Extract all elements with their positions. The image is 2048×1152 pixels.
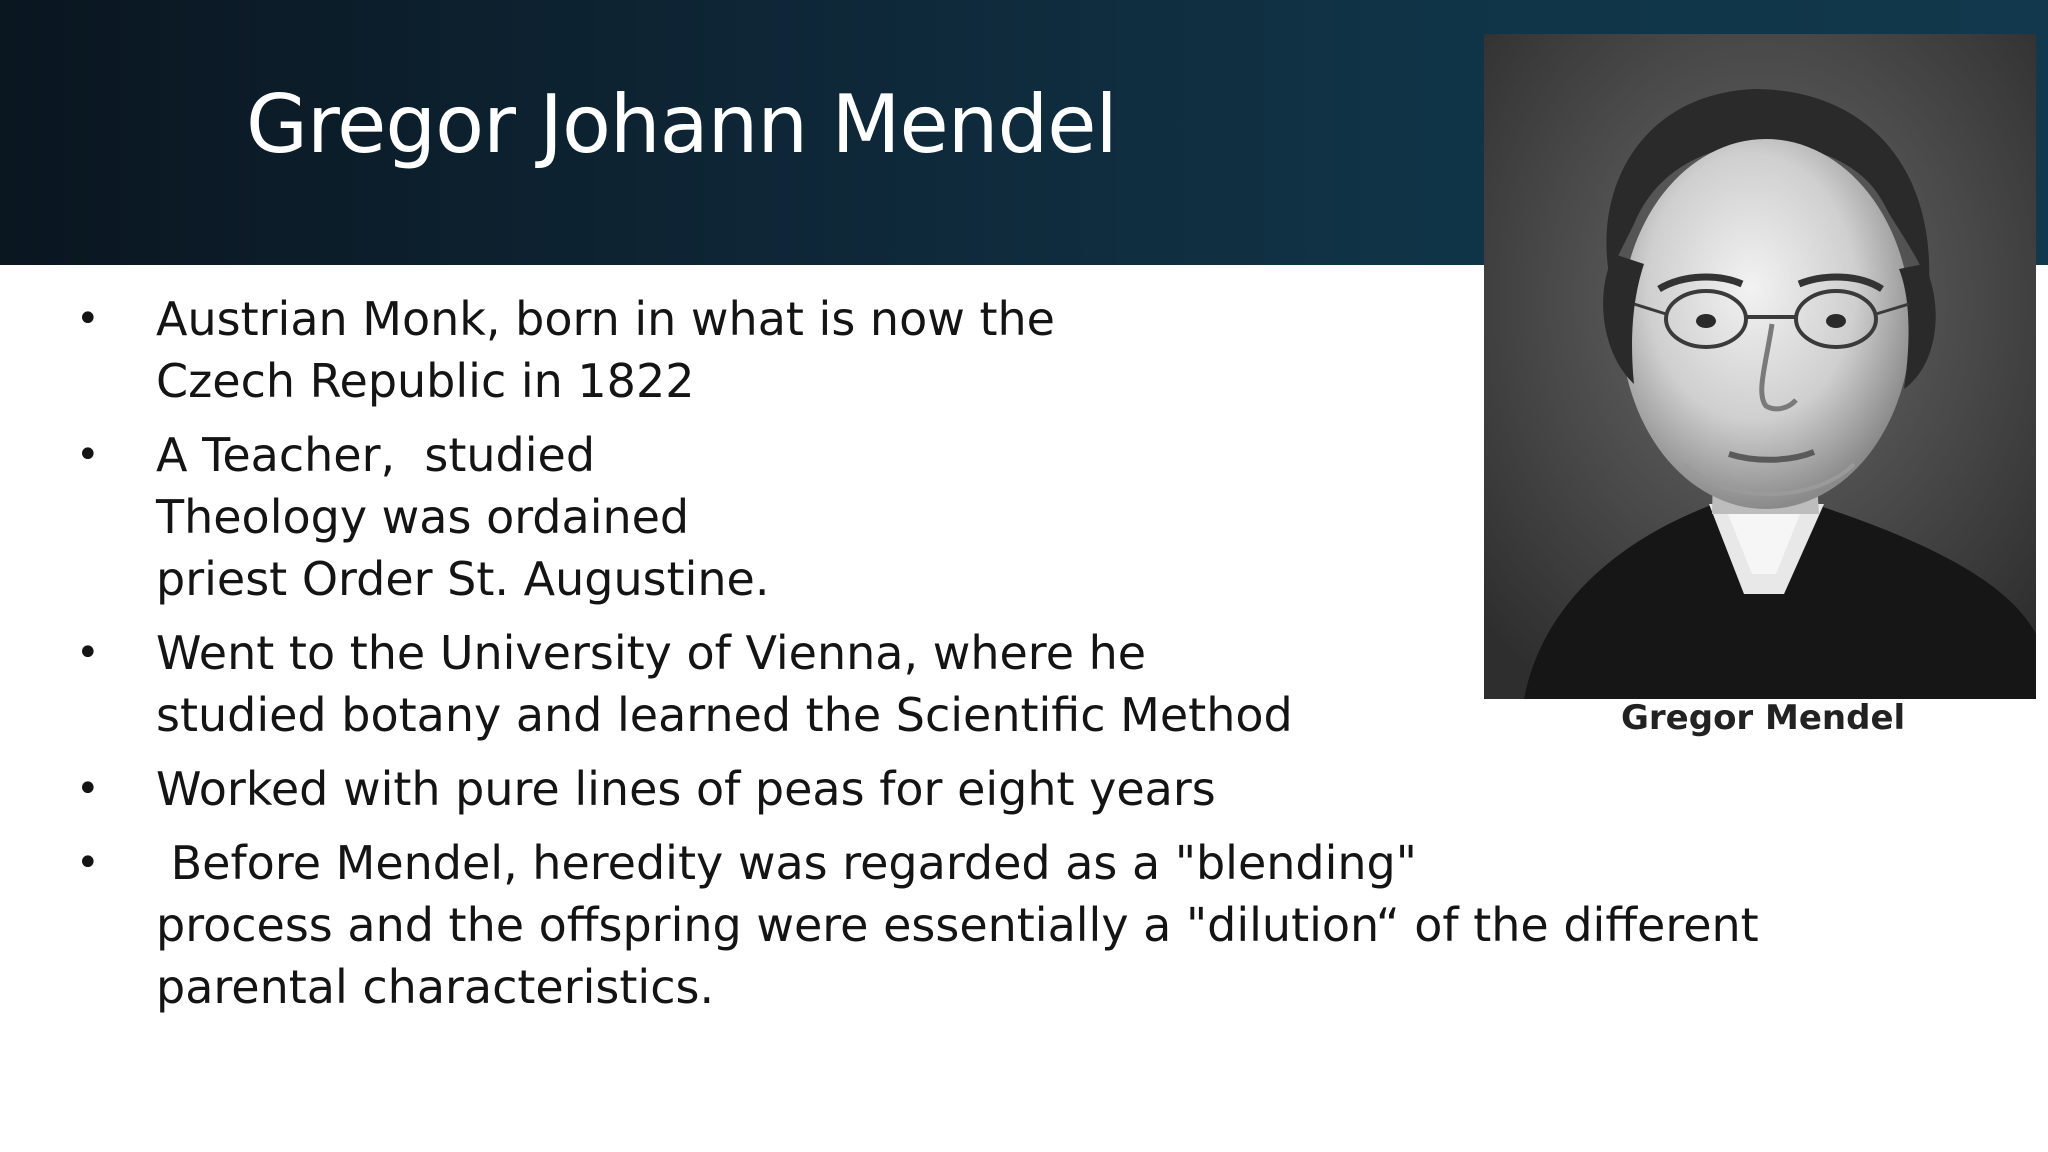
bullet-item — [76, 622, 1856, 746]
bullet-item — [76, 288, 1856, 412]
bullet-item — [76, 758, 1856, 820]
bullet-text-line: parental characteristics. — [156, 960, 715, 1014]
bullet-text-line: priest Order St. Augustine. — [156, 552, 770, 606]
slide-title: Gregor Johann Mendel — [246, 78, 1117, 171]
bullet-text-line: Austrian Monk, born in what is now the — [156, 292, 1055, 346]
bullet-list — [76, 288, 1856, 1030]
bullet-text-line: Went to the University of Vienna, where he — [156, 626, 1147, 680]
bullet-item — [76, 424, 1856, 610]
bullet-item — [76, 832, 1856, 1018]
bullet-marker: • — [76, 840, 100, 886]
image-caption: Gregor Mendel — [1621, 698, 1906, 738]
bullet-text-line: studied botany and learned the Scientific Method — [156, 688, 1293, 742]
bullet-marker: • — [76, 766, 100, 812]
bullet-text-line: Before Mendel, heredity was regarded as a "blending" — [156, 836, 1417, 890]
bullet-text-line: A Teacher, studied — [156, 428, 596, 482]
bullet-text-line: Theology was ordained — [156, 490, 690, 544]
bullet-text-line: process and the offspring were essentially a "dilution“ of the different — [156, 898, 1759, 952]
bullet-marker: • — [76, 630, 100, 676]
bullet-text-line: Worked with pure lines of peas for eight years — [156, 762, 1216, 816]
bullet-marker: • — [76, 432, 100, 478]
bullet-text-line: Czech Republic in 1822 — [156, 354, 695, 408]
bullet-marker: • — [76, 296, 100, 342]
